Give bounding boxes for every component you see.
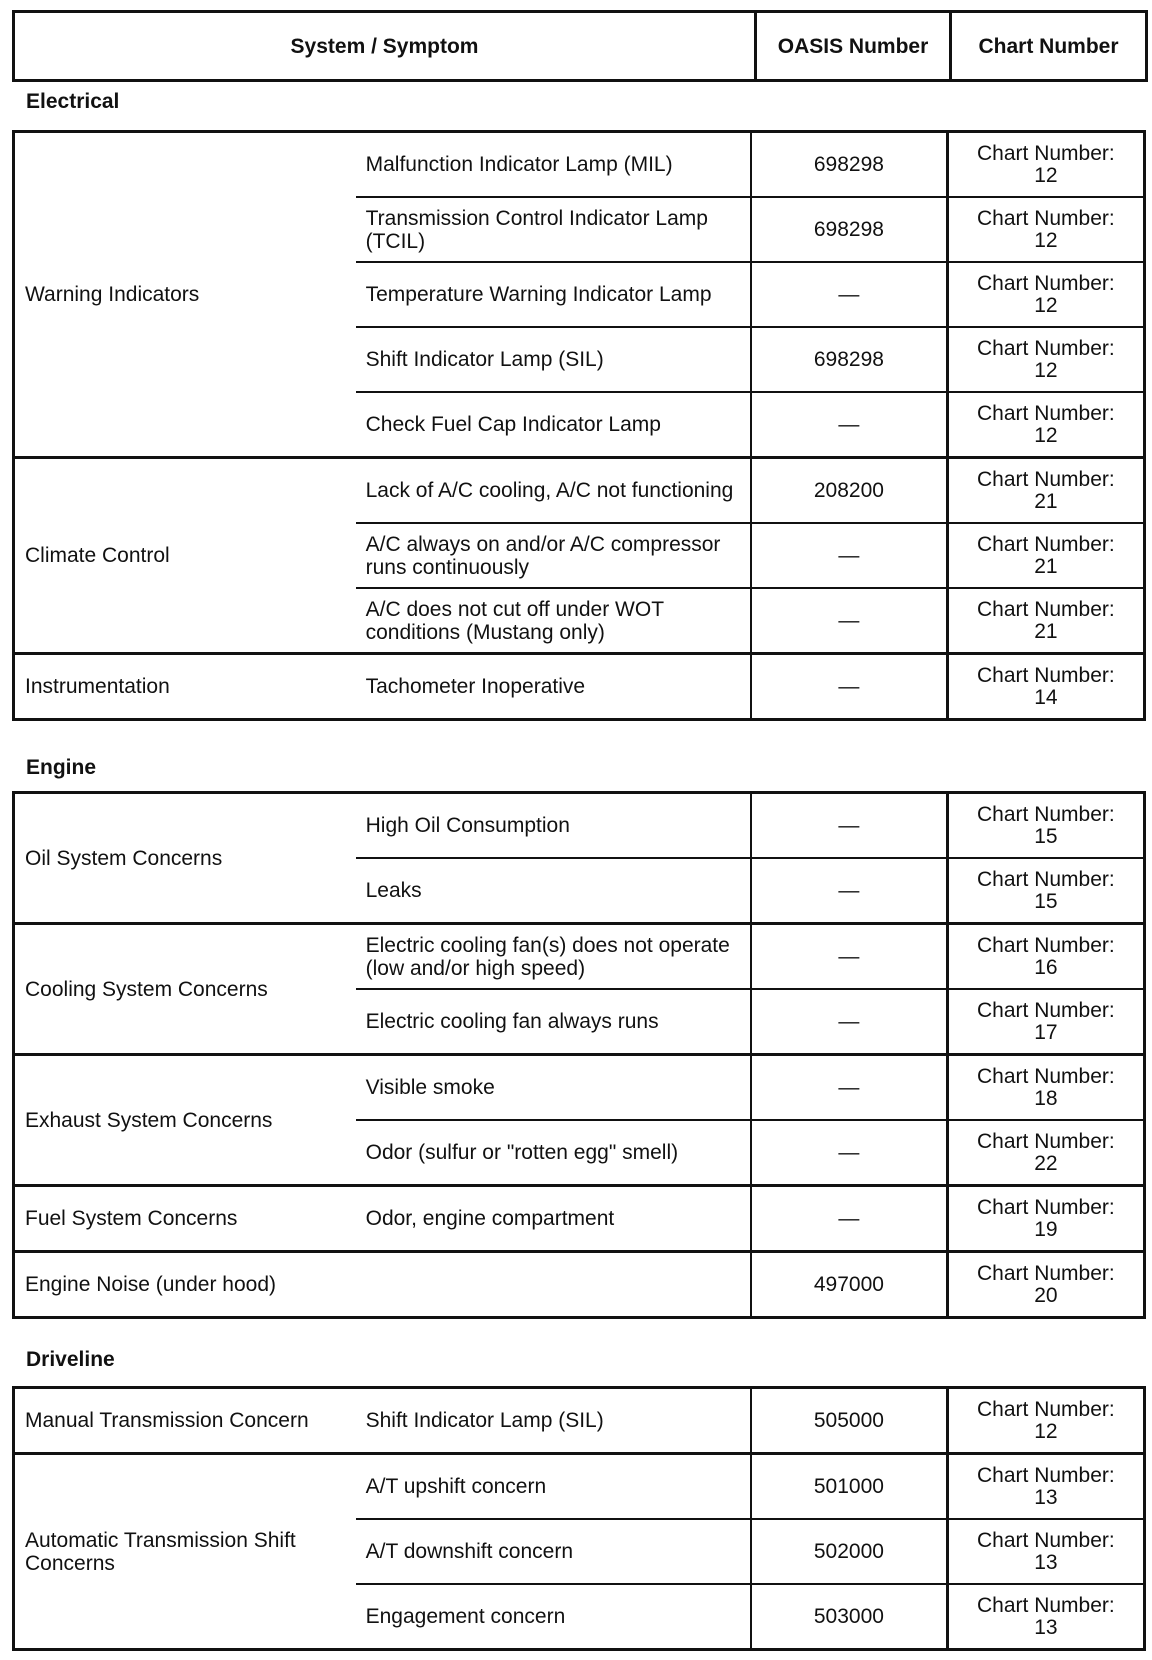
- chart-number-cell[interactable]: [947, 327, 1144, 392]
- chart-number-label: Chart Number:: [977, 802, 1115, 826]
- chart-number-label: Chart Number:: [977, 867, 1115, 891]
- section-title: Engine: [26, 756, 97, 779]
- symptom-cell: Check Fuel Cap Indicator Lamp: [356, 392, 751, 458]
- header-oasis-number: OASIS Number: [756, 12, 951, 81]
- symptom-cell: Tachometer Inoperative: [356, 654, 751, 720]
- chart-number-cell[interactable]: [947, 1252, 1144, 1318]
- chart-number-cell[interactable]: [947, 654, 1144, 720]
- chart-number-value: 16: [1034, 955, 1058, 979]
- table-row: [14, 458, 1145, 524]
- chart-number-label: Chart Number:: [977, 1064, 1115, 1088]
- system-cell: Oil System Concerns: [14, 793, 356, 924]
- chart-number-value: 15: [1034, 824, 1058, 848]
- symptom-cell: Lack of A/C cooling, A/C not functioning: [356, 458, 751, 524]
- chart-number-label: Chart Number:: [977, 1195, 1115, 1219]
- system-cell: Instrumentation: [14, 654, 356, 720]
- oasis-number-cell: —: [751, 392, 947, 458]
- header-system-symptom: System / Symptom: [14, 12, 756, 81]
- chart-number-cell[interactable]: [947, 858, 1144, 924]
- chart-number-cell[interactable]: [947, 1584, 1144, 1650]
- oasis-number-cell: 698298: [751, 327, 947, 392]
- oasis-number-cell: 698298: [751, 132, 947, 198]
- chart-number-label: Chart Number:: [977, 467, 1115, 491]
- chart-number-label: Chart Number:: [977, 1528, 1115, 1552]
- oasis-number-cell: —: [751, 1120, 947, 1186]
- oasis-number-cell: —: [751, 793, 947, 859]
- system-cell: Warning Indicators: [14, 132, 356, 458]
- section-title: Driveline: [26, 1348, 115, 1371]
- chart-number-label: Chart Number:: [977, 1397, 1115, 1421]
- chart-number-label: Chart Number:: [977, 1463, 1115, 1487]
- table-row: [14, 1388, 1145, 1454]
- table-row: [14, 1055, 1145, 1121]
- chart-number-cell[interactable]: [947, 262, 1144, 327]
- chart-number-cell[interactable]: [947, 132, 1144, 198]
- chart-number-label: Chart Number:: [977, 401, 1115, 425]
- oasis-number-cell: —: [751, 588, 947, 654]
- chart-number-cell[interactable]: [947, 1388, 1144, 1454]
- oasis-number-cell: —: [751, 523, 947, 588]
- chart-number-value: 17: [1034, 1020, 1058, 1044]
- symptom-cell: Transmission Control Indicator Lamp (TCIL): [356, 197, 751, 262]
- system-cell: Exhaust System Concerns: [14, 1055, 356, 1186]
- chart-number-value: 12: [1034, 423, 1058, 447]
- chart-number-value: 19: [1034, 1217, 1058, 1241]
- chart-number-cell[interactable]: [947, 1454, 1144, 1520]
- chart-number-cell[interactable]: [947, 1120, 1144, 1186]
- chart-number-value: 12: [1034, 1419, 1058, 1443]
- chart-number-label: Chart Number:: [977, 271, 1115, 295]
- symptom-cell: Electric cooling fan always runs: [356, 989, 751, 1055]
- chart-number-value: 12: [1034, 228, 1058, 252]
- section-table-electrical: [12, 130, 1146, 721]
- chart-number-value: 12: [1034, 358, 1058, 382]
- symptom-cell: A/T downshift concern: [356, 1519, 751, 1584]
- oasis-number-cell: —: [751, 1055, 947, 1121]
- symptom-cell: Leaks: [356, 858, 751, 924]
- chart-number-label: Chart Number:: [977, 336, 1115, 360]
- system-cell: Climate Control: [14, 458, 356, 654]
- chart-number-cell[interactable]: [947, 458, 1144, 524]
- chart-number-value: 12: [1034, 293, 1058, 317]
- chart-number-value: 15: [1034, 889, 1058, 913]
- chart-number-label: Chart Number:: [977, 206, 1115, 230]
- symptom-cell: A/C always on and/or A/C compressor runs continuously: [356, 523, 751, 588]
- chart-number-value: 21: [1034, 619, 1058, 643]
- oasis-number-cell: 497000: [751, 1252, 947, 1318]
- chart-number-cell[interactable]: [947, 924, 1144, 990]
- symptom-cell: Odor (sulfur or "rotten egg" smell): [356, 1120, 751, 1186]
- chart-number-cell[interactable]: [947, 1055, 1144, 1121]
- symptom-cell: Engagement concern: [356, 1584, 751, 1650]
- oasis-number-cell: 503000: [751, 1584, 947, 1650]
- oasis-number-cell: 505000: [751, 1388, 947, 1454]
- chart-number-cell[interactable]: [947, 523, 1144, 588]
- chart-number-cell[interactable]: [947, 1519, 1144, 1584]
- table-row: [14, 1186, 1145, 1252]
- chart-number-value: 21: [1034, 489, 1058, 513]
- chart-number-cell[interactable]: [947, 392, 1144, 458]
- header-chart-number: Chart Number: [951, 12, 1147, 81]
- symptom-cell: Odor, engine compartment: [356, 1186, 751, 1252]
- chart-number-value: 13: [1034, 1550, 1058, 1574]
- symptom-cell: A/T upshift concern: [356, 1454, 751, 1520]
- system-cell: Fuel System Concerns: [14, 1186, 356, 1252]
- oasis-number-cell: 501000: [751, 1454, 947, 1520]
- symptom-cell: High Oil Consumption: [356, 793, 751, 859]
- symptom-cell: Visible smoke: [356, 1055, 751, 1121]
- section-table-engine: [12, 791, 1146, 1319]
- system-cell: Engine Noise (under hood): [14, 1252, 752, 1318]
- chart-number-cell[interactable]: [947, 793, 1144, 859]
- chart-number-label: Chart Number:: [977, 998, 1115, 1022]
- oasis-number-cell: 208200: [751, 458, 947, 524]
- oasis-number-cell: 698298: [751, 197, 947, 262]
- chart-number-label: Chart Number:: [977, 933, 1115, 957]
- chart-number-cell[interactable]: [947, 989, 1144, 1055]
- table-row: [14, 793, 1145, 859]
- chart-number-label: Chart Number:: [977, 1261, 1115, 1285]
- symptom-cell: Temperature Warning Indicator Lamp: [356, 262, 751, 327]
- oasis-number-cell: —: [751, 924, 947, 990]
- oasis-number-cell: —: [751, 262, 947, 327]
- table-header: [12, 10, 1148, 82]
- chart-number-value: 13: [1034, 1485, 1058, 1509]
- oasis-number-cell: —: [751, 1186, 947, 1252]
- table-row: [14, 924, 1145, 990]
- system-cell: Automatic Transmission Shift Concerns: [14, 1454, 356, 1650]
- oasis-number-cell: —: [751, 989, 947, 1055]
- symptom-cell: Shift Indicator Lamp (SIL): [356, 327, 751, 392]
- chart-number-value: 20: [1034, 1283, 1058, 1307]
- chart-number-label: Chart Number:: [977, 597, 1115, 621]
- chart-number-label: Chart Number:: [977, 1129, 1115, 1153]
- oasis-number-cell: —: [751, 858, 947, 924]
- symptom-cell: Electric cooling fan(s) does not operate (low and/or high speed): [356, 924, 751, 990]
- chart-number-value: 13: [1034, 1615, 1058, 1639]
- table-row: [14, 1252, 1145, 1318]
- chart-number-cell[interactable]: [947, 1186, 1144, 1252]
- symptom-cell: Shift Indicator Lamp (SIL): [356, 1388, 751, 1454]
- chart-number-value: 18: [1034, 1086, 1058, 1110]
- chart-number-label: Chart Number:: [977, 663, 1115, 687]
- chart-number-value: 22: [1034, 1151, 1058, 1175]
- chart-number-cell[interactable]: [947, 588, 1144, 654]
- symptom-cell: Malfunction Indicator Lamp (MIL): [356, 132, 751, 198]
- symptom-cell: A/C does not cut off under WOT conditions (Mustang only): [356, 588, 751, 654]
- chart-number-value: 12: [1034, 163, 1058, 187]
- chart-number-label: Chart Number:: [977, 532, 1115, 556]
- system-cell: Manual Transmission Concern: [14, 1388, 356, 1454]
- table-row: [14, 654, 1145, 720]
- table-row: [14, 132, 1145, 198]
- oasis-number-cell: 502000: [751, 1519, 947, 1584]
- oasis-number-cell: —: [751, 654, 947, 720]
- chart-number-label: Chart Number:: [977, 141, 1115, 165]
- chart-number-value: 21: [1034, 554, 1058, 578]
- section-title: Electrical: [26, 90, 120, 113]
- chart-number-cell[interactable]: [947, 197, 1144, 262]
- chart-number-value: 14: [1034, 685, 1058, 709]
- table-row: [14, 1454, 1145, 1520]
- section-table-driveline: [12, 1386, 1146, 1651]
- system-cell: Cooling System Concerns: [14, 924, 356, 1055]
- chart-number-label: Chart Number:: [977, 1593, 1115, 1617]
